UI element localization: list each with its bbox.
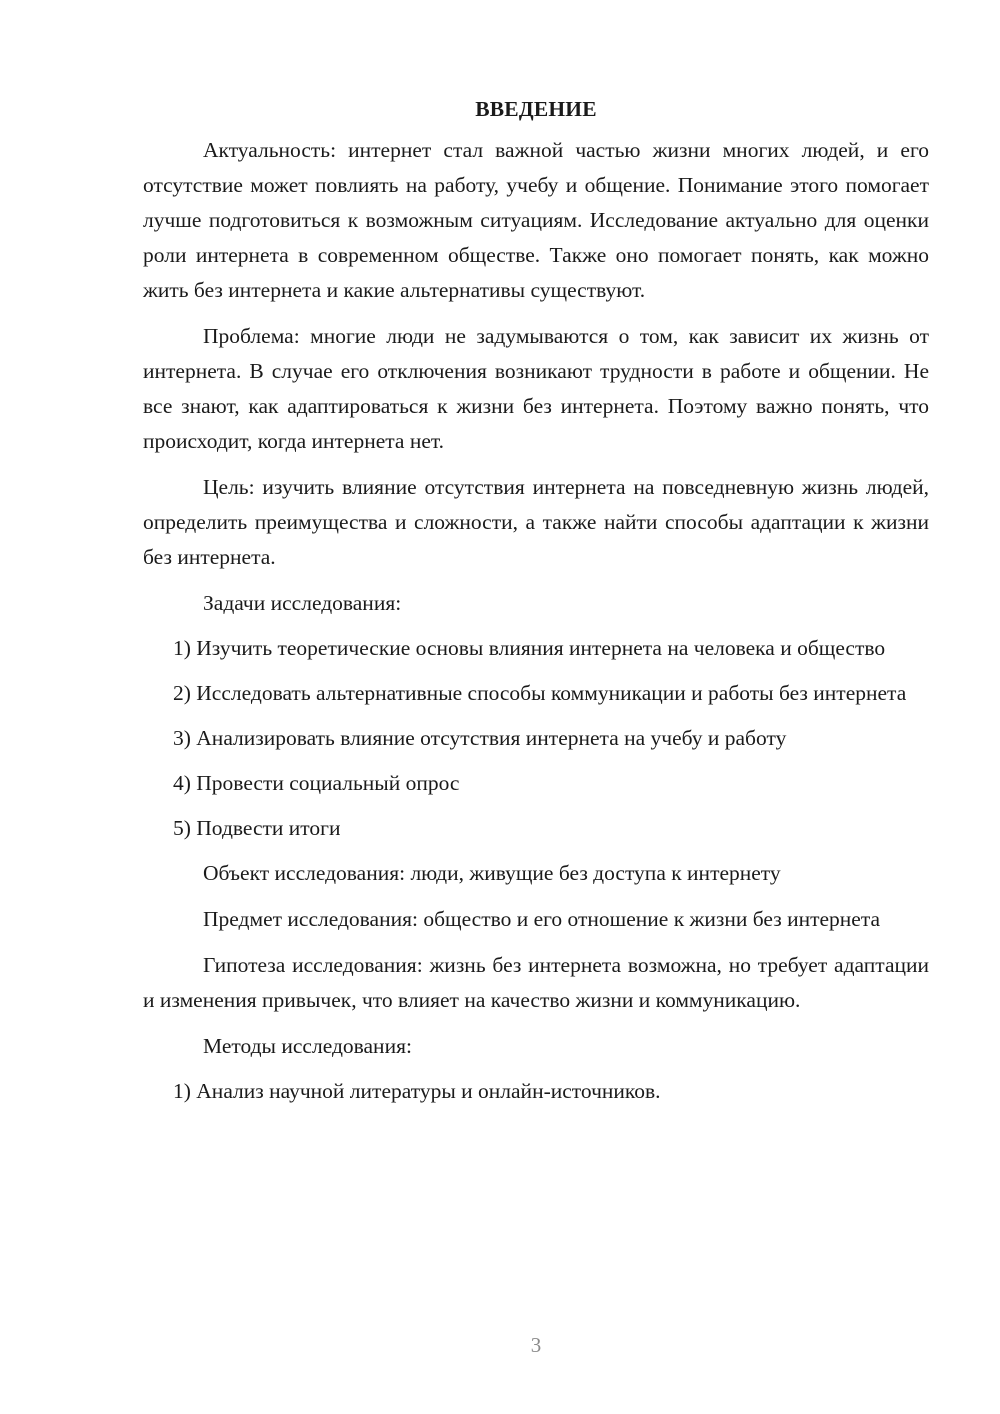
section-heading: ВВЕДЕНИЕ xyxy=(475,97,597,121)
object-paragraph: Объект исследования: люди, живущие без доступа к интернету xyxy=(203,861,781,885)
methods-list xyxy=(143,1074,929,1109)
problem-paragraph: Проблема: многие люди не задумываются о том, как зависит их жизнь от интернета. В случае его отключения возникают трудности в работе и общении. Не все знают, как адаптироваться к жизни без интернета. Поэтому важно понять, что происходит, когда интернета нет. xyxy=(143,324,929,453)
subject-paragraph: Предмет исследования: общество и его отношение к жизни без интернета xyxy=(203,907,881,931)
tasks-label: Задачи исследования: xyxy=(203,591,402,615)
list-item: 1) Анализ научной литературы и онлайн-источников. xyxy=(173,1079,661,1103)
list-item: 1) Изучить теоретические основы влияния интернета на человека и общество xyxy=(173,636,886,660)
list-item: 5) Подвести итоги xyxy=(173,816,341,840)
list-item: 3) Анализировать влияние отсутствия интернета на учебу и работу xyxy=(173,726,787,750)
list-item: 4) Провести социальный опрос xyxy=(173,771,460,795)
methods-label: Методы исследования: xyxy=(203,1034,412,1058)
list-item: 2) Исследовать альтернативные способы коммуникации и работы без интернета xyxy=(173,681,907,705)
hypothesis-paragraph: Гипотеза исследования: жизнь без интернета возможна, но требует адаптации и изменения привычек, что влияет на качество жизни и коммуникацию. xyxy=(143,953,929,1012)
goal-paragraph: Цель: изучить влияние отсутствия интернета на повседневную жизнь людей, определить преимущества и сложности, а также найти способы адаптации к жизни без интернета. xyxy=(143,475,929,569)
tasks-list xyxy=(143,631,929,846)
relevance-paragraph: Актуальность: интернет стал важной частью жизни многих людей, и его отсутствие может повлиять на работу, учебу и общение. Понимание этого помогает лучше подготовиться к возможным ситуациям. Исследование актуально для оценки роли интернета в современном обществе. Также оно помогает понять, как можно жить без интернета и какие альтернативы существуют. xyxy=(143,138,929,302)
document-body xyxy=(143,92,929,1119)
page-number: 3 xyxy=(530,1333,542,1357)
